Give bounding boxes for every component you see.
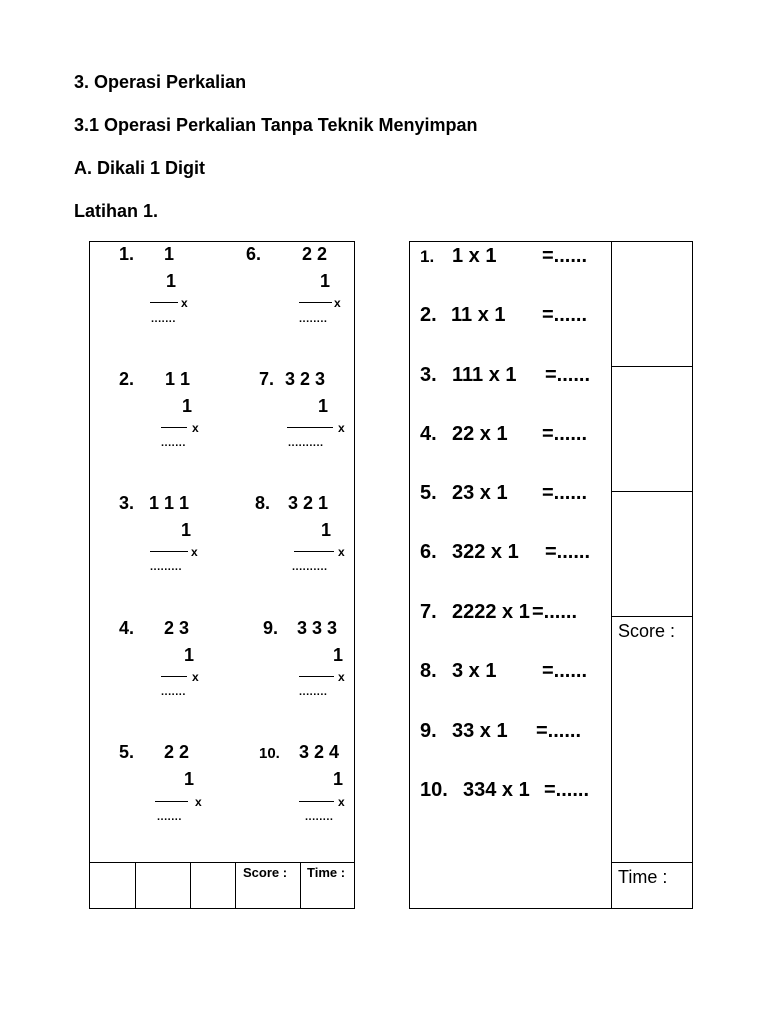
- answer-blank: ........: [299, 313, 328, 325]
- problem-number: 6.: [420, 541, 437, 563]
- problem-number: 6.: [246, 244, 262, 264]
- multiplier: 1: [333, 645, 344, 665]
- multiplicand: 3 3 3: [297, 618, 338, 638]
- left-footer-cell-divider: [300, 862, 301, 909]
- section-heading: 3.1 Operasi Perkalian Tanpa Teknik Menyimpan: [74, 115, 478, 135]
- horizontal-problem: [420, 304, 588, 327]
- answer-blank: ..........: [288, 437, 324, 449]
- horizontal-problem: [420, 541, 591, 564]
- problem-number: 4.: [420, 423, 437, 445]
- left-footer-cell-divider: [190, 862, 191, 909]
- problem-expression: 3 x 1: [452, 660, 497, 682]
- sum-line: [299, 676, 334, 677]
- right-time-label: Time :: [618, 867, 668, 887]
- sum-line: [161, 676, 187, 677]
- answer-blank: .......: [161, 437, 186, 449]
- problem-expression: 33 x 1: [452, 720, 508, 742]
- multiplier: 1: [320, 271, 331, 291]
- horizontal-problems-box: [409, 241, 693, 909]
- sum-line: [294, 551, 334, 552]
- multiply-sign: x: [338, 545, 345, 559]
- problem-expression: 11 x 1: [451, 304, 506, 326]
- multiplicand: 2 3: [164, 618, 190, 638]
- answer-blank: .......: [157, 811, 182, 823]
- problem-number: 1.: [119, 244, 135, 264]
- multiplier: 1: [184, 645, 195, 665]
- problem-expression: 334 x 1: [463, 779, 530, 801]
- vertical-problems-box: [89, 241, 355, 909]
- horizontal-problem: [420, 482, 588, 505]
- problem-number: 8.: [255, 493, 271, 513]
- side-cell-divider: [611, 616, 693, 617]
- problem-number: 5.: [420, 482, 437, 504]
- answer-blank: =......: [542, 423, 588, 445]
- left-footer-divider: [89, 862, 355, 863]
- multiplier: 1: [181, 520, 192, 540]
- answer-blank: =......: [536, 720, 582, 742]
- horizontal-problem: [420, 720, 582, 743]
- sum-line: [299, 302, 332, 303]
- problem-number: 9.: [263, 618, 279, 638]
- sum-line: [161, 427, 187, 428]
- problem-number: 10.: [420, 779, 448, 801]
- multiplier: 1: [182, 396, 193, 416]
- answer-blank: =......: [545, 364, 591, 386]
- multiply-sign: x: [338, 421, 345, 435]
- multiplier: 1: [333, 769, 344, 789]
- left-footer-cell-divider: [235, 862, 236, 909]
- horizontal-problem: [420, 423, 588, 446]
- multiplicand: 2 2: [164, 742, 190, 762]
- answer-blank: =......: [542, 482, 588, 504]
- horizontal-problem: [420, 660, 588, 683]
- left-time-label: Time :: [307, 865, 346, 880]
- multiply-sign: x: [338, 795, 345, 809]
- problem-expression: 1 x 1: [452, 245, 497, 267]
- left-score-label: Score :: [243, 865, 288, 880]
- multiply-sign: x: [181, 296, 188, 310]
- problem-number: 5.: [119, 742, 135, 762]
- right-score-label: Score :: [618, 621, 676, 641]
- horizontal-problem: [420, 364, 591, 387]
- problem-expression: 22 x 1: [452, 423, 508, 445]
- problem-number: 10.: [259, 745, 280, 762]
- answer-blank: =......: [542, 304, 588, 326]
- left-footer-cell-divider: [135, 862, 136, 909]
- multiplicand: 3 2 4: [299, 742, 340, 762]
- sum-line: [287, 427, 333, 428]
- sum-line: [299, 801, 334, 802]
- side-cell-divider: [611, 491, 693, 492]
- multiplicand: 3 2 1: [288, 493, 329, 513]
- problem-number: 2.: [420, 304, 437, 326]
- multiply-sign: x: [195, 795, 202, 809]
- chapter-heading: 3. Operasi Perkalian: [74, 72, 247, 92]
- answer-blank: =......: [544, 779, 590, 801]
- problem-number: 4.: [119, 618, 135, 638]
- horizontal-problem: [420, 245, 588, 268]
- right-side-divider: [611, 241, 612, 909]
- sum-line: [150, 302, 178, 303]
- multiplicand: 1: [164, 244, 175, 264]
- exercise-heading: Latihan 1.: [74, 201, 159, 221]
- multiplier: 1: [166, 271, 177, 291]
- multiply-sign: x: [191, 545, 198, 559]
- multiplicand: 1 1 1: [149, 493, 190, 513]
- answer-blank: .......: [161, 686, 186, 698]
- answer-blank: =......: [532, 601, 578, 623]
- answer-blank: .......: [151, 313, 176, 325]
- subsection-heading: A. Dikali 1 Digit: [74, 158, 206, 178]
- problem-expression: 111 x 1: [452, 364, 517, 386]
- multiplier: 1: [321, 520, 332, 540]
- sum-line: [150, 551, 188, 552]
- answer-blank: ........: [305, 811, 334, 823]
- side-cell-divider: [611, 366, 693, 367]
- problem-number: 7.: [420, 601, 437, 623]
- answer-blank: =......: [542, 245, 588, 267]
- answer-blank: =......: [545, 541, 591, 563]
- problem-number: 7.: [259, 369, 275, 389]
- problem-number: 9.: [420, 720, 437, 742]
- problem-number: 2.: [119, 369, 135, 389]
- multiply-sign: x: [192, 421, 199, 435]
- answer-blank: ........: [299, 686, 328, 698]
- multiplier: 1: [318, 396, 329, 416]
- answer-blank: .........: [150, 561, 183, 573]
- problem-number: 3.: [119, 493, 135, 513]
- horizontal-problem: [420, 779, 590, 802]
- side-cell-divider: [611, 862, 693, 863]
- problem-number: 8.: [420, 660, 437, 682]
- multiply-sign: x: [192, 670, 199, 684]
- problem-expression: 322 x 1: [452, 541, 519, 563]
- answer-blank: ..........: [292, 561, 328, 573]
- horizontal-problem: [420, 601, 578, 624]
- sum-line: [155, 801, 188, 802]
- multiplicand: 2 2: [302, 244, 328, 264]
- problem-number: 3.: [420, 364, 437, 386]
- problem-number: 1.: [420, 247, 435, 266]
- problem-expression: 23 x 1: [452, 482, 508, 504]
- multiply-sign: x: [334, 296, 341, 310]
- multiplicand: 3 2 3: [285, 369, 326, 389]
- answer-blank: =......: [542, 660, 588, 682]
- problem-expression: 2222 x 1: [452, 601, 530, 623]
- multiplier: 1: [184, 769, 195, 789]
- multiplicand: 1 1: [165, 369, 191, 389]
- multiply-sign: x: [338, 670, 345, 684]
